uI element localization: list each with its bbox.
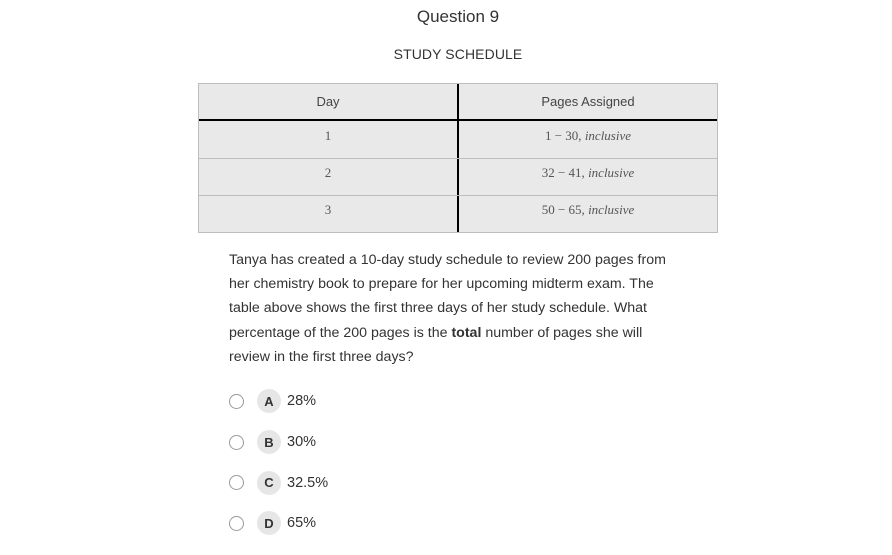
- inclusive-label: inclusive: [588, 202, 635, 217]
- pages-cell: [459, 159, 717, 195]
- choice-text: 28%: [287, 393, 317, 410]
- inclusive-label: inclusive: [588, 165, 635, 180]
- choice-text: 30%: [287, 434, 317, 451]
- radio-button[interactable]: [229, 394, 244, 409]
- choice-b[interactable]: [229, 422, 328, 463]
- choice-letter-badge: A: [257, 389, 281, 413]
- choice-c[interactable]: [229, 462, 328, 503]
- table-row: [199, 195, 717, 232]
- table-row: [199, 121, 717, 158]
- day-cell: 1: [199, 121, 459, 158]
- choice-a[interactable]: [229, 381, 328, 422]
- study-schedule-table: [198, 83, 718, 233]
- choice-letter-badge: C: [257, 471, 281, 495]
- answer-choices: [229, 381, 328, 544]
- table-row: [199, 158, 717, 195]
- radio-button[interactable]: [229, 475, 244, 490]
- radio-button[interactable]: [229, 435, 244, 450]
- header-pages-assigned: Pages Assigned: [541, 94, 635, 109]
- prompt-bold: total: [451, 324, 482, 341]
- choice-letter-badge: D: [257, 511, 281, 535]
- table-title: STUDY SCHEDULE: [393, 46, 523, 62]
- choice-letter-badge: B: [257, 430, 281, 454]
- pages-cell: [459, 121, 717, 158]
- question-title: Question 9: [416, 7, 500, 26]
- prompt-text-1: Tanya has created a 10-day study schedule to review 200 pages from her chemistry book to prepare for her upcoming midterm exam. The table above shows the first three days of her study schedule. What percentage of the 200 pages is the: [229, 252, 666, 341]
- choice-text: 65%: [287, 515, 317, 532]
- day-cell: 3: [199, 196, 459, 232]
- choice-text: 32.5%: [287, 474, 329, 491]
- question-prompt: [229, 248, 679, 369]
- table-header-row: [199, 84, 717, 121]
- radio-button[interactable]: [229, 516, 244, 531]
- inclusive-label: inclusive: [584, 127, 632, 143]
- prompt-text-2: number of pages she will review in the first three days?: [229, 324, 643, 365]
- day-cell: 2: [199, 159, 459, 195]
- choice-d[interactable]: [229, 503, 328, 544]
- page-range: 1 − 30,: [544, 127, 582, 143]
- page-range: 32 − 41,: [541, 165, 585, 180]
- header-day: Day: [199, 84, 459, 119]
- pages-cell: [459, 196, 717, 232]
- page-range: 50 − 65,: [541, 202, 585, 217]
